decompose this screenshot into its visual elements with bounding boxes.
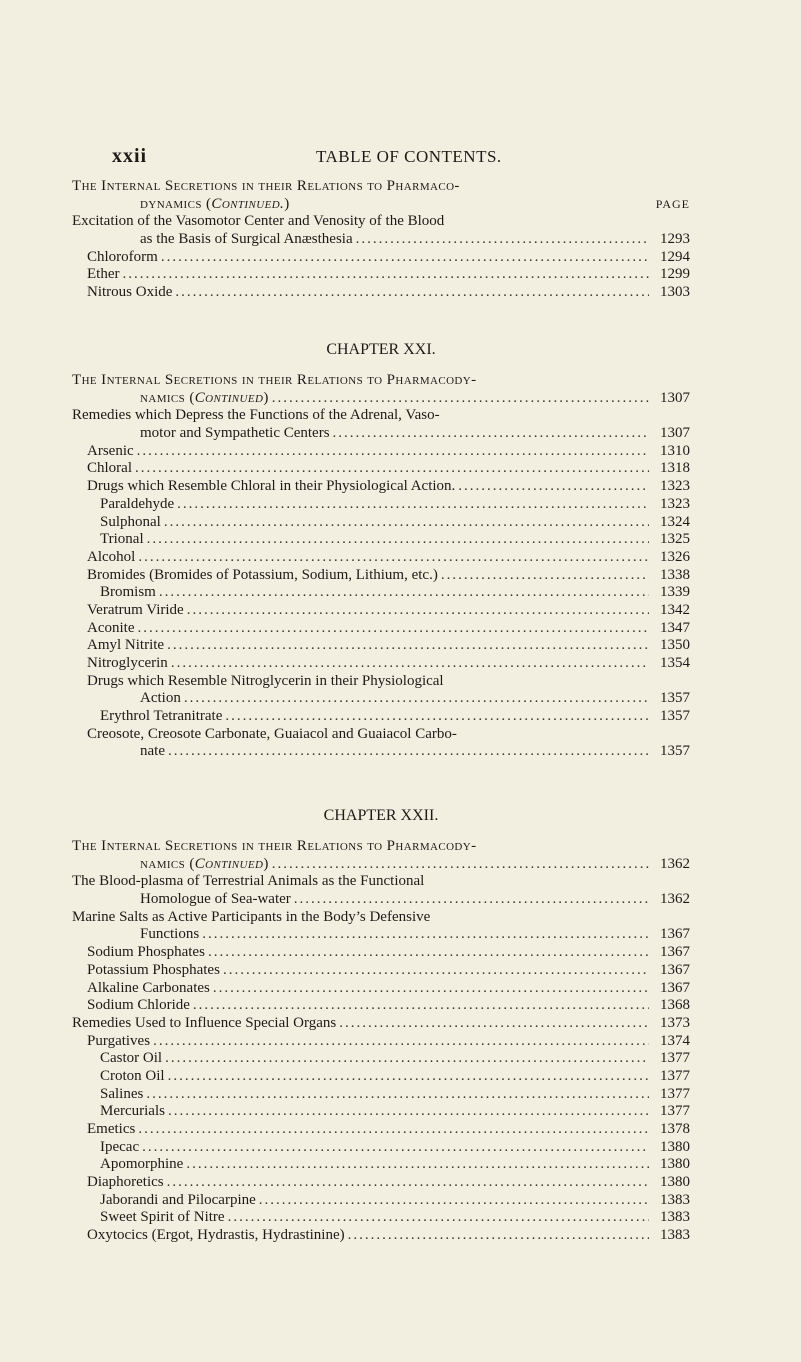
toc-entry-title: Alkaline Carbonates xyxy=(87,979,210,996)
chapter-22 xyxy=(72,806,690,1245)
dot-leader xyxy=(142,1139,649,1157)
chapter-heading-line1: The Internal Secretions in their Relations to Pharmacody- xyxy=(72,838,477,854)
dot-leader xyxy=(159,584,649,602)
dot-leader xyxy=(225,708,649,726)
toc-entry xyxy=(72,891,690,909)
toc-entry xyxy=(72,567,690,585)
section-heading-line2: dynamics (Continued.) PAGE xyxy=(140,195,690,212)
toc-page: 1383 xyxy=(660,1227,690,1244)
toc-entry xyxy=(72,1033,690,1051)
toc-entry-title: Marine Salts as Active Participants in the Body’s Defensive xyxy=(72,908,431,925)
toc-entry xyxy=(72,1103,690,1121)
toc-entry xyxy=(72,1086,690,1104)
toc-entry-title: Diaphoretics xyxy=(87,1174,164,1191)
toc-entry-title: Erythrol Tetranitrate xyxy=(100,708,223,725)
toc-entry-title: Potassium Phosphates xyxy=(87,961,220,978)
toc-entry xyxy=(72,478,690,496)
dot-leader xyxy=(167,1174,649,1192)
toc-page: 1354 xyxy=(660,655,690,671)
toc-entry xyxy=(72,655,690,673)
toc-entry-title: Bromism xyxy=(100,584,156,601)
page-column-label: PAGE xyxy=(655,196,690,211)
toc-entry xyxy=(72,1227,690,1245)
toc-entry-title: Chloral xyxy=(87,460,132,477)
chapter-heading-line1: The Internal Secretions in their Relations to Pharmacody- xyxy=(72,372,477,388)
toc-entry xyxy=(72,1209,690,1227)
toc-entry-title: Apomorphine xyxy=(100,1156,184,1173)
toc-entry-title: Alcohol xyxy=(87,548,136,565)
toc-page: 1380 xyxy=(660,1156,690,1173)
chapter-heading-line2: namics (Continued) ..... 1307 xyxy=(72,390,690,408)
toc-entry-title: Mercurials xyxy=(100,1103,165,1120)
toc-page: 1310 xyxy=(660,442,690,459)
dot-leader xyxy=(294,891,649,909)
toc-entry-title: Emetics xyxy=(87,1121,136,1137)
toc-entry-title: Ipecac xyxy=(100,1138,140,1155)
dot-leader xyxy=(122,266,649,284)
toc-entry-title: Aconite xyxy=(87,619,135,636)
toc-entry-title: Remedies Used to Influence Special Organs xyxy=(72,1014,337,1031)
toc-list xyxy=(72,873,690,1244)
dot-leader xyxy=(356,231,649,249)
dot-leader xyxy=(168,1103,649,1121)
dot-leader xyxy=(339,1015,649,1033)
toc-entry xyxy=(72,962,690,980)
dot-leader xyxy=(193,997,649,1015)
toc-page: 1367 xyxy=(660,944,690,961)
dot-leader xyxy=(137,620,649,638)
toc-page: 1347 xyxy=(660,619,690,636)
toc-entry-title: Sodium Phosphates xyxy=(87,944,205,961)
dot-leader xyxy=(333,425,649,443)
toc-page: 1383 xyxy=(660,1209,690,1226)
toc-entry xyxy=(72,549,690,567)
toc-page: 1338 xyxy=(660,566,690,583)
toc-page: 1362 xyxy=(660,891,690,908)
dot-leader xyxy=(161,249,649,267)
dot-leader xyxy=(164,514,649,532)
dot-leader xyxy=(171,655,649,673)
toc-entry xyxy=(72,1068,690,1086)
chapter-heading-line2: namics (Continued) ..... 1362 xyxy=(72,856,690,874)
toc-page: 1367 xyxy=(660,961,690,978)
toc-entry-title: Amyl Nitrite xyxy=(87,637,165,654)
dot-leader xyxy=(223,962,649,980)
toc-list xyxy=(72,213,690,301)
toc-entry-title: Sweet Spirit of Nitre xyxy=(100,1209,225,1226)
toc-entry-title: Chloroform xyxy=(87,248,158,265)
toc-entry xyxy=(72,637,690,655)
dot-leader xyxy=(259,1192,649,1210)
toc-entry xyxy=(72,531,690,549)
section-continued xyxy=(72,178,690,302)
dot-leader xyxy=(137,443,649,461)
toc-entry-title: Action xyxy=(140,690,181,707)
dot-leader xyxy=(168,1068,649,1086)
dot-leader xyxy=(146,1086,649,1104)
toc-entry xyxy=(72,514,690,532)
dot-leader xyxy=(147,531,649,549)
toc-entry xyxy=(72,460,690,478)
toc-entry xyxy=(72,1050,690,1068)
dot-leader xyxy=(441,567,649,585)
toc-page: 1307 xyxy=(660,389,690,406)
toc-entry xyxy=(72,944,690,962)
section-heading-line1: The Internal Secretions in their Relations to Pharmaco- xyxy=(72,178,460,194)
toc-page: 1377 xyxy=(660,1067,690,1084)
toc-entry-title: Trional xyxy=(100,531,144,548)
toc-page: 1324 xyxy=(660,513,690,530)
toc-entry xyxy=(72,980,690,998)
chapter-title: CHAPTER XXI. xyxy=(326,341,436,358)
toc-page: 1350 xyxy=(660,637,690,654)
toc-page: 1380 xyxy=(660,1174,690,1191)
toc-page: 1339 xyxy=(660,584,690,601)
dot-leader xyxy=(213,980,649,998)
toc-entry-title: Creosote, Creosote Carbonate, Guaiacol and Guaiacol Carbo- xyxy=(87,725,457,742)
toc-page: 1303 xyxy=(660,284,690,301)
toc-entry xyxy=(72,584,690,602)
toc-entry xyxy=(72,708,690,726)
chapter-title: CHAPTER XXII. xyxy=(323,807,439,824)
toc-entry-title: Purgatives xyxy=(87,1032,151,1049)
toc-entry-title: Arsenic xyxy=(87,442,134,459)
toc-entry-title: Nitrous Oxide xyxy=(87,284,173,301)
dot-leader xyxy=(208,944,649,962)
toc-entry-title: Oxytocics (Ergot, Hydrastis, Hydrastinine) xyxy=(87,1227,345,1244)
toc-entry xyxy=(72,496,690,514)
dot-leader xyxy=(168,743,649,761)
toc-entry-title: Ether xyxy=(87,266,120,283)
toc-page: 1357 xyxy=(660,743,690,760)
toc-entry xyxy=(72,407,690,425)
toc-entry xyxy=(72,673,690,691)
dot-leader xyxy=(458,478,649,496)
dot-leader xyxy=(165,1050,649,1068)
toc-page: 1325 xyxy=(660,531,690,548)
toc-page: 1318 xyxy=(660,460,690,477)
toc-page: 1323 xyxy=(660,495,690,512)
toc-page: 1357 xyxy=(660,708,690,725)
toc-entry-title: as the Basis of Surgical Anæsthesia xyxy=(140,231,353,248)
page-number: xxii xyxy=(112,145,148,167)
toc-entry xyxy=(72,1015,690,1033)
toc-page: 1378 xyxy=(660,1121,690,1137)
toc-page: 1294 xyxy=(660,248,690,265)
dot-leader xyxy=(202,926,649,944)
dot-leader xyxy=(184,690,649,708)
toc-entry xyxy=(72,997,690,1015)
toc-entry xyxy=(72,743,690,761)
dot-leader xyxy=(348,1227,649,1245)
toc-entry xyxy=(72,284,690,302)
toc-entry xyxy=(72,249,690,267)
toc-entry-title: Remedies which Depress the Functions of the Adrenal, Vaso- xyxy=(72,407,440,424)
toc-page: 1323 xyxy=(660,478,690,495)
toc-entry-title: Drugs which Resemble Nitroglycerin in their Physiological xyxy=(87,672,444,689)
toc-entry xyxy=(72,1192,690,1210)
toc-entry-title: Jaborandi and Pilocarpine xyxy=(100,1191,256,1208)
toc-page: 1293 xyxy=(660,231,690,248)
toc-entry xyxy=(72,926,690,944)
toc-page: 1307 xyxy=(660,425,690,442)
toc-entry xyxy=(72,1156,690,1174)
toc-entry xyxy=(72,602,690,620)
toc-entry-title: motor and Sympathetic Centers xyxy=(140,425,330,442)
toc-page: 1362 xyxy=(660,855,690,872)
toc-entry-title: Bromides (Bromides of Potassium, Sodium, Lithium, etc.) xyxy=(87,566,438,583)
toc-entry xyxy=(72,266,690,284)
toc-page: 1367 xyxy=(660,979,690,996)
toc-page: 1377 xyxy=(660,1050,690,1067)
toc-page: 1383 xyxy=(660,1191,690,1208)
toc-page: 1377 xyxy=(660,1103,690,1120)
toc-page: 1357 xyxy=(660,690,690,707)
dot-leader xyxy=(135,460,649,478)
toc-page: 1367 xyxy=(660,926,690,943)
toc-entry-title: nate xyxy=(140,743,165,760)
dot-leader xyxy=(177,496,649,514)
toc-page: 1368 xyxy=(660,997,690,1014)
running-title: TABLE OF CONTENTS. xyxy=(316,147,502,166)
dot-leader xyxy=(186,1156,649,1174)
toc-entry-title: Drugs which Resemble Chloral in their Physiological Action. xyxy=(87,478,456,495)
toc-entry-title: Functions xyxy=(140,926,200,943)
toc-entry-title: Sulphonal xyxy=(100,513,161,530)
toc-entry xyxy=(72,873,690,891)
toc-entry xyxy=(72,1139,690,1157)
toc-entry xyxy=(72,213,690,231)
dot-leader xyxy=(228,1209,649,1227)
toc-entry-title: Salines xyxy=(100,1085,144,1102)
toc-entry-title: Paraldehyde xyxy=(100,495,175,512)
toc-list xyxy=(72,407,690,761)
toc-entry-title: Sodium Chloride xyxy=(87,997,190,1014)
chapter-21 xyxy=(72,340,690,761)
toc-entry xyxy=(72,909,690,927)
toc-entry xyxy=(72,690,690,708)
toc-entry xyxy=(72,443,690,461)
toc-entry-title: Excitation of the Vasomotor Center and Venosity of the Blood xyxy=(72,213,445,230)
toc-page: 1342 xyxy=(660,601,690,618)
toc-page: 1299 xyxy=(660,266,690,283)
toc-entry-title: Castor Oil xyxy=(100,1050,163,1067)
dot-leader xyxy=(153,1033,649,1051)
toc-page: 1326 xyxy=(660,548,690,565)
toc-page: 1374 xyxy=(660,1032,690,1049)
dot-leader xyxy=(138,1121,649,1139)
toc-entry-title: Croton Oil xyxy=(100,1067,165,1084)
toc-entry xyxy=(72,231,690,249)
toc-entry xyxy=(72,425,690,443)
running-head xyxy=(0,145,801,167)
toc-page: 1373 xyxy=(660,1014,690,1031)
toc-entry xyxy=(72,726,690,744)
toc-entry-title: Nitroglycerin xyxy=(87,655,168,671)
dot-leader xyxy=(187,602,649,620)
toc-page: 1377 xyxy=(660,1085,690,1102)
toc-entry-title: Homologue of Sea-water xyxy=(140,891,291,908)
toc-page: 1380 xyxy=(660,1138,690,1155)
dot-leader xyxy=(167,637,649,655)
dot-leader xyxy=(138,549,649,567)
toc-entry-title: The Blood-plasma of Terrestrial Animals as the Functional xyxy=(72,873,425,890)
toc-entry-title: Veratrum Viride xyxy=(87,601,184,618)
dot-leader xyxy=(175,284,649,302)
toc-entry xyxy=(72,1174,690,1192)
toc-entry xyxy=(72,1121,690,1139)
toc-entry xyxy=(72,620,690,638)
